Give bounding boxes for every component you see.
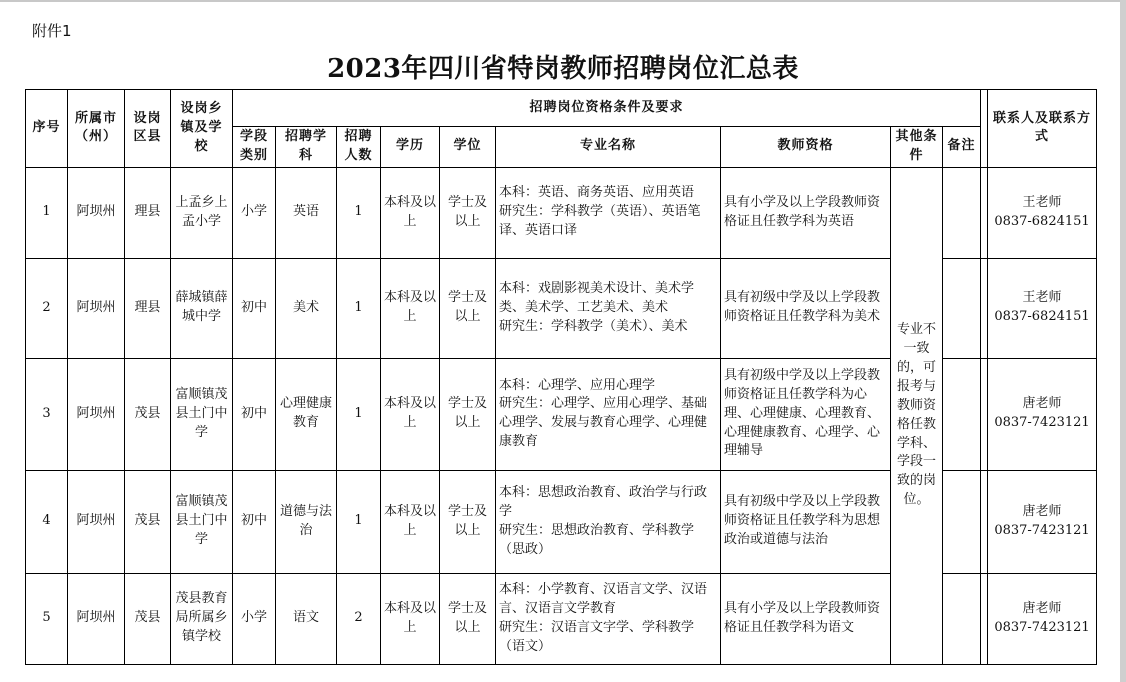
cell-subject: 心理健康教育 (276, 358, 337, 470)
cell-other-conditions: 专业不一致的，可报考与教师资格任教学科、学段一致的岗位。 (891, 167, 943, 664)
cell-county: 茂县 (125, 470, 171, 573)
contact-phone: 0837-6824151 (994, 309, 1090, 325)
cell-major: 本科：心理学、应用心理学 研究生：心理学、应用心理学、基础心理学、发展与教育心理学、心理健康教育 (496, 358, 721, 470)
cell-county: 茂县 (125, 358, 171, 470)
cell-city: 阿坝州 (68, 258, 125, 358)
cell-no: 1 (26, 167, 68, 258)
cell-qualification: 具有小学及以上学段教师资格证且任教学科为语文 (721, 573, 891, 664)
cell-stage: 小学 (233, 167, 276, 258)
cell-stage: 初中 (233, 358, 276, 470)
cell-city: 阿坝州 (68, 573, 125, 664)
cell-spacer (981, 573, 988, 664)
col-header-town: 设岗乡镇及学校 (171, 90, 233, 168)
contact-name: 唐老师 (1022, 600, 1062, 616)
cell-qualification: 具有小学及以上学段教师资格证且任教学科为英语 (721, 167, 891, 258)
contact-name: 唐老师 (1022, 396, 1062, 412)
cell-city: 阿坝州 (68, 470, 125, 573)
cell-education: 本科及以上 (381, 258, 440, 358)
cell-town: 富顺镇茂县土门中学 (171, 470, 233, 573)
cell-county: 理县 (125, 258, 171, 358)
cell-remark (943, 167, 981, 258)
cell-remark (943, 470, 981, 573)
page-title: 2023年四川省特岗教师招聘岗位汇总表 (327, 54, 799, 84)
cell-remark (943, 573, 981, 664)
cell-qualification: 具有初级中学及以上学段教师资格证且任教学科为心理、心理健康、心理教育、心理健康教育、心理学、心理辅导 (721, 358, 891, 470)
col-header-remark: 备注 (943, 127, 981, 168)
cell-remark (943, 258, 981, 358)
col-header-other: 其他条件 (891, 127, 943, 168)
col-header-no: 序号 (26, 90, 68, 168)
cell-subject: 道德与法治 (276, 470, 337, 573)
cell-town: 上孟乡上孟小学 (171, 167, 233, 258)
col-spacer (981, 90, 988, 168)
cell-spacer (981, 358, 988, 470)
page-right-scroll-edge (1120, 0, 1126, 682)
cell-degree: 学士及以上 (440, 573, 496, 664)
cell-qualification: 具有初级中学及以上学段教师资格证且任教学科为美术 (721, 258, 891, 358)
cell-degree: 学士及以上 (440, 470, 496, 573)
cell-stage: 小学 (233, 573, 276, 664)
cell-major: 本科：思想政治教育、政治学与行政学 研究生：思想政治教育、学科教学（思政） (496, 470, 721, 573)
cell-spacer (981, 470, 988, 573)
cell-contact (988, 167, 1097, 258)
cell-education: 本科及以上 (381, 470, 440, 573)
col-header-degree: 学位 (440, 127, 496, 168)
cell-education: 本科及以上 (381, 358, 440, 470)
cell-count: 1 (337, 470, 381, 573)
cell-county: 理县 (125, 167, 171, 258)
cell-no: 2 (26, 258, 68, 358)
cell-contact (988, 470, 1097, 573)
cell-stage: 初中 (233, 258, 276, 358)
recruitment-table (25, 89, 1097, 665)
cell-qualification: 具有初级中学及以上学段教师资格证且任教学科为思想政治或道德与法治 (721, 470, 891, 573)
contact-name: 王老师 (1022, 194, 1062, 210)
cell-town: 茂县教育局所属乡镇学校 (171, 573, 233, 664)
cell-count: 1 (337, 258, 381, 358)
cell-spacer (981, 167, 988, 258)
attachment-label: 附件1 (32, 22, 72, 40)
cell-city: 阿坝州 (68, 358, 125, 470)
cell-city: 阿坝州 (68, 167, 125, 258)
cell-contact (988, 358, 1097, 470)
cell-degree: 学士及以上 (440, 167, 496, 258)
cell-education: 本科及以上 (381, 167, 440, 258)
col-header-city: 所属市（州） (68, 90, 125, 168)
col-header-stage: 学段类别 (233, 127, 276, 168)
cell-remark (943, 358, 981, 470)
cell-county: 茂县 (125, 573, 171, 664)
cell-count: 2 (337, 573, 381, 664)
cell-degree: 学士及以上 (440, 358, 496, 470)
cell-count: 1 (337, 167, 381, 258)
cell-major: 本科：戏剧影视美术设计、美术学类、美术学、工艺美术、美术 研究生：学科教学（美术）、美术 (496, 258, 721, 358)
cell-degree: 学士及以上 (440, 258, 496, 358)
col-header-contact: 联系人及联系方式 (988, 90, 1097, 168)
col-header-subject: 招聘学科 (276, 127, 337, 168)
cell-no: 3 (26, 358, 68, 470)
cell-count: 1 (337, 358, 381, 470)
contact-name: 王老师 (1022, 290, 1062, 306)
cell-no: 5 (26, 573, 68, 664)
col-header-count: 招聘人数 (337, 127, 381, 168)
page-top-border (0, 0, 1126, 2)
cell-education: 本科及以上 (381, 573, 440, 664)
col-header-county: 设岗区县 (125, 90, 171, 168)
cell-subject: 英语 (276, 167, 337, 258)
cell-subject: 美术 (276, 258, 337, 358)
col-header-requirements: 招聘岗位资格条件及要求 (233, 90, 981, 127)
cell-subject: 语文 (276, 573, 337, 664)
contact-name: 唐老师 (1022, 503, 1062, 519)
contact-phone: 0837-6824151 (994, 213, 1090, 229)
cell-contact (988, 573, 1097, 664)
cell-contact (988, 258, 1097, 358)
col-header-qualification: 教师资格 (721, 127, 891, 168)
col-header-education: 学历 (381, 127, 440, 168)
cell-major: 本科：英语、商务英语、应用英语 研究生：学科教学（英语）、英语笔译、英语口译 (496, 167, 721, 258)
table-header-row-1 (26, 90, 1097, 127)
cell-no: 4 (26, 470, 68, 573)
cell-stage: 初中 (233, 470, 276, 573)
contact-phone: 0837-7423121 (994, 415, 1090, 431)
cell-town: 富顺镇茂县土门中学 (171, 358, 233, 470)
cell-town: 薛城镇薛城中学 (171, 258, 233, 358)
contact-phone: 0837-7423121 (994, 619, 1090, 635)
table-row (26, 167, 1097, 258)
contact-phone: 0837-7423121 (994, 522, 1090, 538)
cell-major: 本科：小学教育、汉语言文学、汉语言、汉语言文学教育 研究生：汉语言文字学、学科教学（语文） (496, 573, 721, 664)
cell-spacer (981, 258, 988, 358)
col-header-major: 专业名称 (496, 127, 721, 168)
